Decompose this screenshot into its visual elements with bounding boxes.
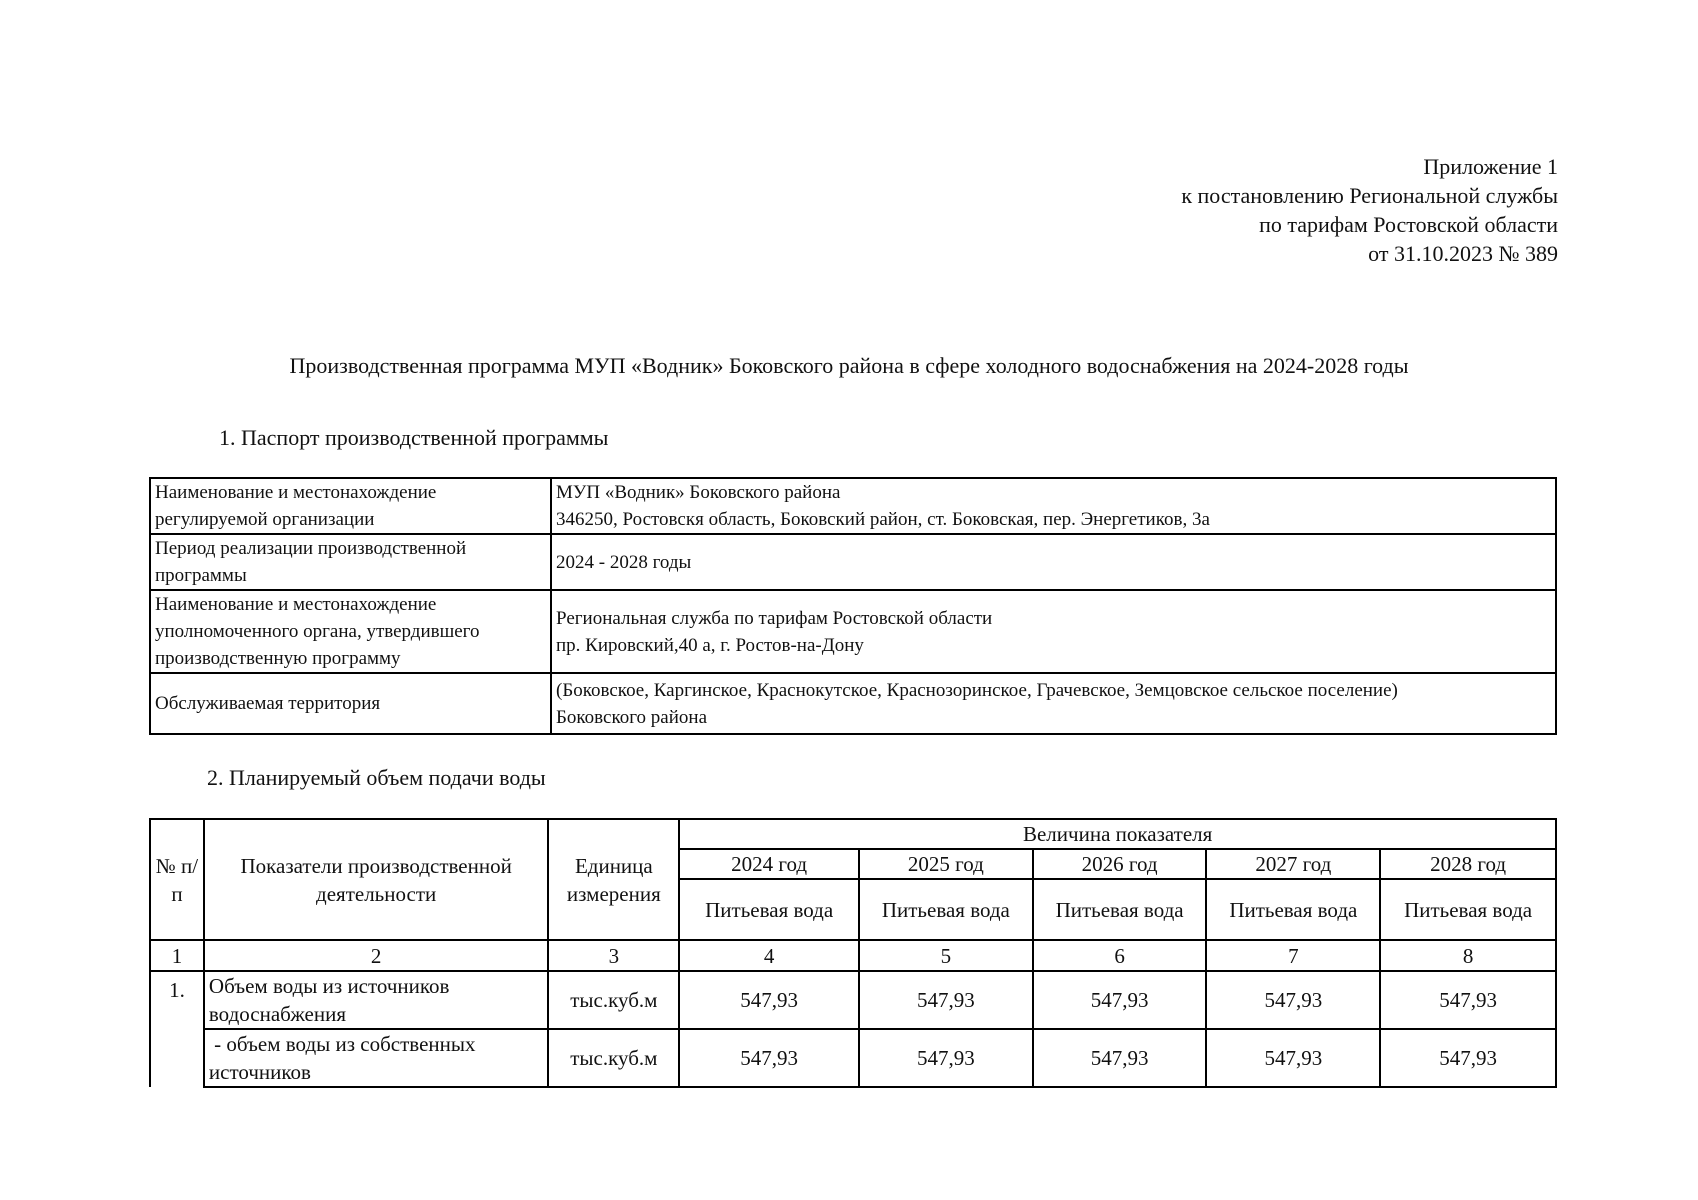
table-row: [150, 971, 1556, 1029]
section-1-heading: 1. Паспорт производственной программы: [219, 425, 609, 450]
header-water-type: Питьевая вода: [679, 879, 859, 940]
header-value-group: Величина показателя: [679, 819, 1556, 849]
column-number: 7: [1206, 940, 1380, 971]
passport-row-authority: [150, 590, 1556, 673]
passport-value-line: 346250, Ростовскя область, Боковский район, ст. Боковская, пер. Энергетиков, 3а: [556, 509, 1210, 530]
approval-line-1: Приложение 1: [1423, 154, 1558, 179]
row-value: 547,93: [859, 1029, 1033, 1087]
row-indicator: Объем воды из источников водоснабжения: [204, 971, 548, 1029]
column-number: 4: [679, 940, 859, 971]
passport-table: [149, 477, 1557, 735]
row-value: 547,93: [679, 971, 859, 1029]
header-water-type: Питьевая вода: [1033, 879, 1207, 940]
passport-value: [551, 478, 1556, 534]
header-indicator: Показатели производственной деятельности: [204, 819, 548, 940]
document-title: Производственная программа МУП «Водник» Боковского района в сфере холодного водоснабжения на 2024-2028 годы: [289, 353, 1409, 378]
column-number: 3: [548, 940, 679, 971]
header-unit: Единица измерения: [548, 819, 679, 940]
header-water-type: Питьевая вода: [1380, 879, 1556, 940]
passport-value-line: Боковского района: [556, 706, 708, 728]
header-water-type: Питьевая вода: [859, 879, 1033, 940]
approval-block: [1181, 152, 1558, 268]
column-number: 6: [1033, 940, 1207, 971]
row-value: 547,93: [1033, 1029, 1207, 1087]
passport-value-line: (Боковское, Каргинское, Краснокутское, Краснозоринское, Грачевское, Земцовское сельское поселение): [556, 679, 1398, 701]
section-2-heading: 2. Планируемый объем подачи воды: [207, 765, 546, 790]
row-value: 547,93: [1206, 1029, 1380, 1087]
passport-row-period: [150, 534, 1556, 590]
passport-value-line: Региональная служба по тарифам Ростовской области: [556, 607, 993, 629]
approval-line-4: от 31.10.2023 № 389: [1368, 241, 1558, 266]
approval-line-3: по тарифам Ростовской области: [1259, 212, 1558, 237]
header-year: 2025 год: [859, 849, 1033, 879]
row-unit: тыс.куб.м: [548, 1029, 679, 1087]
passport-label: Наименование и местонахождение регулируемой организации: [150, 478, 551, 534]
header-year: 2024 год: [679, 849, 859, 879]
row-unit: тыс.куб.м: [548, 971, 679, 1029]
water-volume-table: [149, 818, 1557, 1088]
passport-label: Наименование и местонахождение уполномоченного органа, утвердившего производственную программу: [150, 590, 551, 673]
row-num: 1.: [150, 971, 204, 1087]
row-value: 547,93: [859, 971, 1033, 1029]
header-year: 2026 год: [1033, 849, 1207, 879]
row-value: 547,93: [1206, 971, 1380, 1029]
table-row: [150, 1029, 1556, 1087]
passport-label: Период реализации производственной программы: [150, 534, 551, 590]
header-row: [150, 819, 1556, 849]
row-indicator: - объем воды из собственных источников: [204, 1029, 548, 1087]
row-value: 547,93: [679, 1029, 859, 1087]
passport-row-territory: [150, 673, 1556, 734]
row-value: 547,93: [1033, 971, 1207, 1029]
passport-row-organization: [150, 478, 1556, 534]
passport-value: [551, 590, 1556, 673]
passport-value: [551, 673, 1556, 734]
column-number: 5: [859, 940, 1033, 971]
header-water-type: Питьевая вода: [1206, 879, 1380, 940]
passport-value-line: 2024 - 2028 годы: [556, 551, 692, 573]
passport-value: [551, 534, 1556, 590]
row-value: 547,93: [1380, 1029, 1556, 1087]
column-number: 2: [204, 940, 548, 971]
column-number: 1: [150, 940, 204, 971]
header-num: № п/п: [150, 819, 204, 940]
column-number: 8: [1380, 940, 1556, 971]
row-value: 547,93: [1380, 971, 1556, 1029]
passport-label: Обслуживаемая территория: [150, 673, 551, 734]
header-year: 2028 год: [1380, 849, 1556, 879]
header-year: 2027 год: [1206, 849, 1380, 879]
passport-value-line: МУП «Водник» Боковского района: [556, 482, 841, 503]
passport-value-line: пр. Кировский,40 а, г. Ростов-на-Дону: [556, 634, 864, 656]
column-numbers-row: [150, 940, 1556, 971]
approval-line-2: к постановлению Региональной службы: [1181, 183, 1558, 208]
